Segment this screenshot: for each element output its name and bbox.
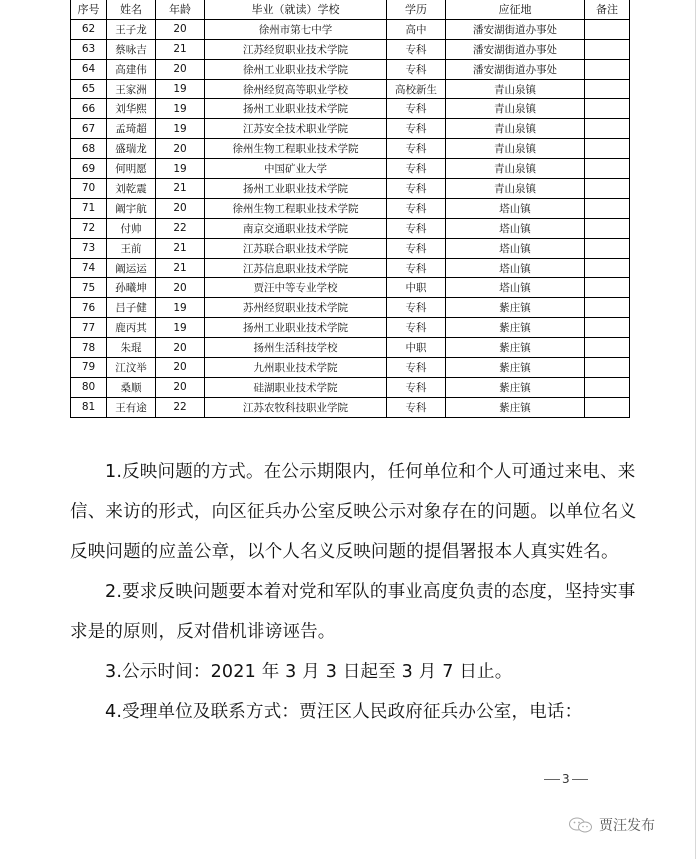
cell-school: 九州职业技术学院 [205,358,387,378]
table-row [71,19,630,39]
cell-age: 22 [156,218,205,238]
cell-enlist-place: 潘安湖街道办事处 [446,59,585,79]
cell-enlist-place: 青山泉镇 [446,79,585,99]
cell-note [585,99,630,119]
cell-no: 69 [71,159,107,179]
cell-age: 20 [156,338,205,358]
dash-right [572,779,588,780]
cell-enlist-place: 紫庄镇 [446,298,585,318]
cell-no: 70 [71,179,107,199]
cell-enlist-place: 塔山镇 [446,218,585,238]
table-row [71,338,630,358]
cell-name: 朱琨 [107,338,156,358]
cell-education: 专科 [387,99,446,119]
cell-enlist-place: 青山泉镇 [446,159,585,179]
cell-education: 专科 [387,318,446,338]
cell-name: 何明愿 [107,159,156,179]
cell-name: 王前 [107,238,156,258]
table-row [71,79,630,99]
cell-age: 21 [156,179,205,199]
cell-note [585,79,630,99]
cell-note [585,278,630,298]
cell-no: 77 [71,318,107,338]
cell-note [585,358,630,378]
table-row [71,99,630,119]
cell-age: 20 [156,377,205,397]
cell-age: 19 [156,298,205,318]
cell-age: 20 [156,358,205,378]
cell-enlist-place: 紫庄镇 [446,397,585,417]
cell-enlist-place: 紫庄镇 [446,358,585,378]
paragraph-2: 2.要求反映问题要本着对党和军队的事业高度负责的态度，坚持实事求是的原则，反对借机诽谤诬告。 [70,582,636,642]
cell-no: 71 [71,198,107,218]
paragraph-4: 4.受理单位及联系方式：贾汪区人民政府征兵办公室，电话： [105,702,583,722]
cell-no: 63 [71,39,107,59]
cell-note [585,59,630,79]
cell-education: 专科 [387,358,446,378]
cell-note [585,258,630,278]
cell-school: 硅湖职业技术学院 [205,377,387,397]
dash-left [544,779,560,780]
cell-name: 盛瑞龙 [107,139,156,159]
table-row [71,139,630,159]
cell-enlist-place: 青山泉镇 [446,99,585,119]
cell-school: 徐州市第七中学 [205,19,387,39]
cell-education: 专科 [387,298,446,318]
cell-enlist-place: 青山泉镇 [446,119,585,139]
cell-note [585,139,630,159]
cell-school: 徐州工业职业技术学院 [205,59,387,79]
cell-age: 19 [156,159,205,179]
table-row [71,39,630,59]
cell-school: 徐州生物工程职业技术学院 [205,139,387,159]
table-row [71,278,630,298]
page-number-value: 3 [562,772,570,786]
cell-name: 阚宇航 [107,198,156,218]
cell-school: 南京交通职业技术学院 [205,218,387,238]
table-body [71,19,630,417]
cell-enlist-place: 青山泉镇 [446,139,585,159]
table-row [71,298,630,318]
table-row [71,397,630,417]
cell-name: 阚运运 [107,258,156,278]
cell-enlist-place: 紫庄镇 [446,338,585,358]
cell-school: 贾汪中等专业学校 [205,278,387,298]
cell-age: 19 [156,119,205,139]
cell-note [585,119,630,139]
cell-name: 孟琦超 [107,119,156,139]
cell-note [585,179,630,199]
cell-note [585,377,630,397]
table-row [71,119,630,139]
cell-school: 江苏安全技术职业学院 [205,119,387,139]
wechat-icon [568,816,594,834]
cell-note [585,19,630,39]
cell-no: 76 [71,298,107,318]
header-age: 年龄 [156,0,205,19]
cell-name: 付帅 [107,218,156,238]
cell-no: 62 [71,19,107,39]
cell-age: 21 [156,258,205,278]
header-note: 备注 [585,0,630,19]
watermark [568,815,655,835]
cell-age: 21 [156,39,205,59]
cell-name: 王家洲 [107,79,156,99]
cell-education: 专科 [387,238,446,258]
cell-age: 22 [156,397,205,417]
header-education: 学历 [387,0,446,19]
table-row [71,358,630,378]
cell-note [585,318,630,338]
cell-name: 吕子健 [107,298,156,318]
cell-no: 73 [71,238,107,258]
notice-text [70,452,640,732]
cell-age: 20 [156,19,205,39]
cell-enlist-place: 塔山镇 [446,198,585,218]
cell-note [585,198,630,218]
cell-education: 专科 [387,119,446,139]
cell-school: 扬州生活科技学校 [205,338,387,358]
cell-no: 81 [71,397,107,417]
cell-education: 专科 [387,397,446,417]
header-no: 序号 [71,0,107,19]
cell-name: 桑顺 [107,377,156,397]
cell-school: 扬州工业职业技术学院 [205,179,387,199]
cell-school: 徐州生物工程职业技术学院 [205,198,387,218]
cell-no: 74 [71,258,107,278]
cell-school: 江苏经贸职业技术学院 [205,39,387,59]
table-row [71,218,630,238]
table-row [71,59,630,79]
table-row [71,198,630,218]
cell-enlist-place: 潘安湖街道办事处 [446,39,585,59]
cell-no: 72 [71,218,107,238]
cell-enlist-place: 紫庄镇 [446,377,585,397]
cell-school: 苏州经贸职业技术学院 [205,298,387,318]
cell-education: 中职 [387,278,446,298]
cell-name: 王有途 [107,397,156,417]
cell-no: 75 [71,278,107,298]
cell-note [585,238,630,258]
cell-school: 徐州经贸高等职业学校 [205,79,387,99]
cell-education: 专科 [387,39,446,59]
page-number [544,772,588,786]
cell-education: 高中 [387,19,446,39]
cell-age: 19 [156,318,205,338]
cell-education: 专科 [387,179,446,199]
cell-school: 扬州工业职业技术学院 [205,318,387,338]
cell-note [585,39,630,59]
cell-age: 19 [156,99,205,119]
cell-no: 65 [71,79,107,99]
cell-education: 专科 [387,59,446,79]
cell-age: 20 [156,198,205,218]
cell-no: 64 [71,59,107,79]
table-header-row [71,0,630,19]
cell-name: 刘乾震 [107,179,156,199]
cell-no: 80 [71,377,107,397]
paragraph-1: 1.反映问题的方式。在公示期限内，任何单位和个人可通过来电、来信、来访的形式，向区征兵办公室反映公示对象存在的问题。以单位名义反映问题的应盖公章，以个人名义反映问题的提倡署报本人真实姓名。 [70,462,637,562]
cell-education: 专科 [387,198,446,218]
table-row [71,159,630,179]
cell-age: 20 [156,278,205,298]
paragraph-3: 3.公示时间：2021 年 3 月 3 日起至 3 月 7 日止。 [105,662,513,682]
conscript-roster-table [70,0,630,418]
cell-note [585,338,630,358]
cell-age: 21 [156,238,205,258]
cell-school: 中国矿业大学 [205,159,387,179]
cell-name: 蔡咏吉 [107,39,156,59]
cell-enlist-place: 青山泉镇 [446,179,585,199]
table-row [71,258,630,278]
cell-enlist-place: 潘安湖街道办事处 [446,19,585,39]
cell-age: 19 [156,79,205,99]
cell-education: 专科 [387,377,446,397]
cell-school: 江苏农牧科技职业学院 [205,397,387,417]
cell-enlist-place: 紫庄镇 [446,318,585,338]
cell-education: 高校新生 [387,79,446,99]
cell-education: 中职 [387,338,446,358]
cell-name: 鹿丙其 [107,318,156,338]
cell-note [585,397,630,417]
cell-enlist-place: 塔山镇 [446,258,585,278]
table-row [71,377,630,397]
cell-school: 扬州工业职业技术学院 [205,99,387,119]
cell-name: 高建伟 [107,59,156,79]
cell-no: 78 [71,338,107,358]
table-row [71,179,630,199]
cell-note [585,159,630,179]
cell-note [585,218,630,238]
cell-age: 20 [156,139,205,159]
cell-enlist-place: 塔山镇 [446,238,585,258]
cell-name: 刘华熙 [107,99,156,119]
cell-no: 67 [71,119,107,139]
cell-no: 66 [71,99,107,119]
header-school: 毕业（就读）学校 [205,0,387,19]
cell-enlist-place: 塔山镇 [446,278,585,298]
header-name: 姓名 [107,0,156,19]
table-row [71,318,630,338]
watermark-text: 贾汪发布 [599,818,655,834]
cell-name: 孙曦坤 [107,278,156,298]
cell-no: 68 [71,139,107,159]
cell-school: 江苏联合职业技术学院 [205,238,387,258]
cell-name: 江汶举 [107,358,156,378]
header-enlist-place: 应征地 [446,0,585,19]
cell-education: 专科 [387,258,446,278]
cell-no: 79 [71,358,107,378]
cell-school: 江苏信息职业技术学院 [205,258,387,278]
cell-name: 王子龙 [107,19,156,39]
table-row [71,238,630,258]
cell-age: 20 [156,59,205,79]
cell-note [585,298,630,318]
cell-education: 专科 [387,218,446,238]
cell-education: 专科 [387,139,446,159]
cell-education: 专科 [387,159,446,179]
